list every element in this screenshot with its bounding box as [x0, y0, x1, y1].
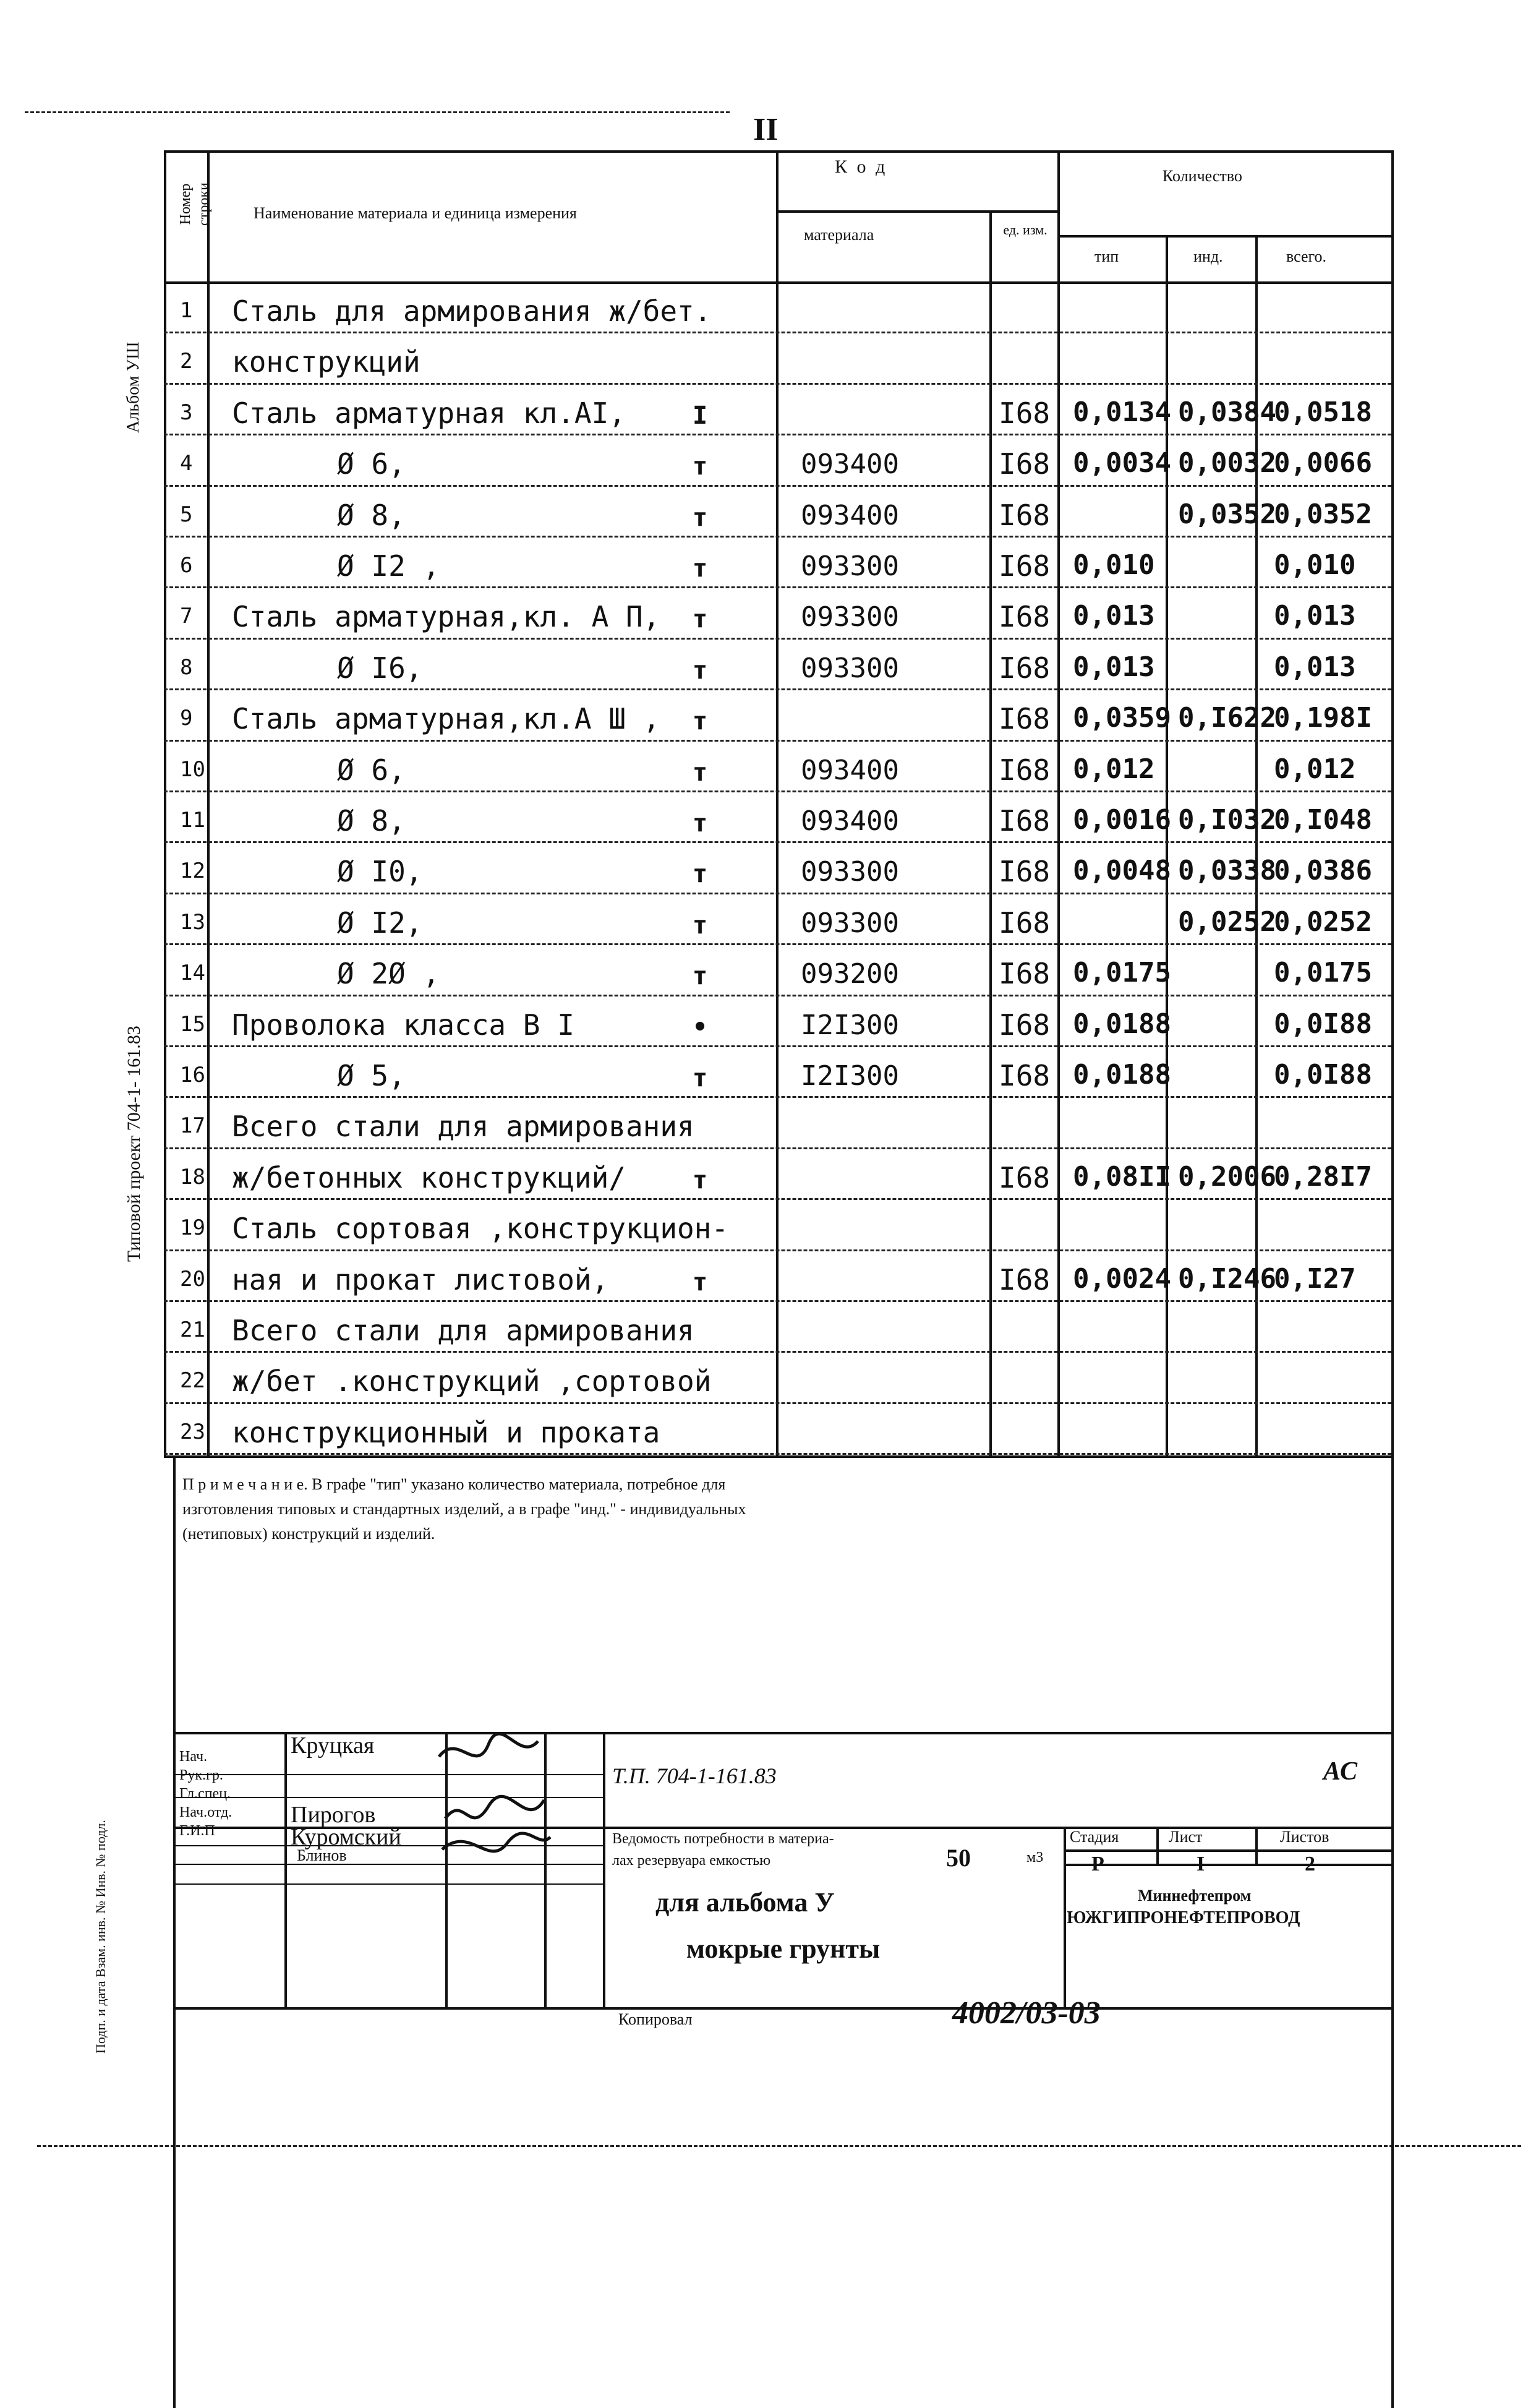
table-top-border [164, 150, 1394, 153]
unit-code: I68 [999, 1008, 1051, 1042]
material-code: 093300 [801, 856, 899, 888]
row-separator [164, 1045, 1391, 1047]
unit-mark: т [693, 1165, 708, 1194]
tb-title-1: для альбома У [655, 1887, 835, 1917]
qty-total: 0,0518 [1274, 396, 1372, 428]
row-separator [164, 995, 1391, 996]
tb-name-1: Круцкая [291, 1733, 375, 1759]
row-number: 6 [180, 553, 193, 578]
tb-stage-border [1064, 1827, 1066, 2007]
table-row [164, 1099, 1407, 1153]
material-name: Ø 5, [337, 1059, 406, 1092]
qty-typ: 0,0034 [1073, 447, 1171, 479]
row-number: 2 [180, 349, 193, 374]
tb-sheet-label: Лист [1169, 1828, 1203, 1846]
footer-copied: Копировал [618, 2010, 693, 2028]
qty-total: 0,012 [1274, 753, 1356, 785]
note-left-border [173, 1455, 176, 2408]
tb-sheet-border [1156, 1827, 1159, 1864]
tb-desc-2: лах резервуара емкостью [612, 1853, 771, 1869]
table-note: П р и м е ч а н и е. В графе "тип" указано количество материала, потребное для изготовления типовых и стандартных изделий, а в графе "инд." - индивидуальных (нетиповых) конструкций и изделий. [182, 1475, 746, 1543]
qty-ind: 0,I246 [1178, 1262, 1276, 1295]
qty-total: 0,013 [1274, 651, 1356, 683]
tb-volume: 50 [946, 1844, 971, 1872]
row-separator [164, 841, 1391, 843]
table-row [164, 538, 1407, 593]
tb-volume-unit: м3 [1026, 1849, 1044, 1866]
row-separator [164, 536, 1391, 538]
qty-total: 0,0352 [1274, 498, 1372, 530]
table-row [164, 1353, 1407, 1408]
row-separator [164, 332, 1391, 333]
header-qty-ind: инд. [1193, 247, 1223, 265]
row-number: 12 [180, 859, 205, 884]
material-code: 093400 [801, 448, 899, 481]
unit-code: I68 [999, 651, 1051, 685]
table-row [164, 487, 1407, 542]
tb-name-4: Куромский [291, 1824, 401, 1850]
tb-org-1: Миннефтепром [1138, 1887, 1252, 1905]
unit-mark: т [693, 758, 708, 787]
qty-total: 0,0252 [1274, 906, 1372, 938]
qty-typ: 0,0016 [1073, 804, 1171, 836]
tb-stage-label: Стадия [1070, 1828, 1119, 1846]
note-right-border [1391, 1455, 1394, 2408]
unit-code: I68 [999, 396, 1051, 430]
row-separator [164, 638, 1391, 640]
material-name: Ø 8, [337, 498, 406, 532]
header-code-material: материала [804, 226, 874, 244]
material-name: Ø 8, [337, 804, 406, 838]
qty-ind: 0,2006 [1178, 1160, 1276, 1193]
qty-typ: 0,013 [1073, 651, 1155, 683]
tb-role: Нач.отд. [179, 1804, 233, 1820]
table-row [164, 640, 1407, 695]
row-separator [164, 688, 1391, 690]
table-row [164, 1150, 1407, 1204]
material-name: ж/бет .конструкций ,сортовой [232, 1365, 712, 1399]
qty-ind: 0,I622 [1178, 702, 1276, 734]
footer-inventory-number: 4002/03-03 [952, 1995, 1101, 2031]
tb-sheets-border [1255, 1827, 1258, 1864]
material-name: Ø 6, [337, 447, 406, 481]
table-row [164, 1201, 1407, 1255]
unit-mark: т [693, 554, 708, 583]
row-number: 1 [180, 298, 193, 323]
unit-code: I68 [999, 600, 1051, 634]
row-number: 20 [180, 1266, 205, 1292]
unit-mark: т [693, 707, 708, 736]
qty-ind: 0,0352 [1178, 498, 1276, 530]
tb-roles [179, 1747, 232, 1840]
row-separator [164, 791, 1391, 792]
material-name: Ø I2 , [337, 549, 440, 583]
material-code: 093300 [801, 907, 899, 939]
row-separator [164, 943, 1391, 945]
row-number: 7 [180, 604, 193, 629]
header-quantity: Количество [1163, 167, 1242, 185]
signatures-image [433, 1726, 557, 1880]
header-qty-typ: тип [1094, 247, 1119, 265]
qty-ind: 0,0252 [1178, 906, 1276, 938]
table-row [164, 1405, 1407, 1459]
table-row [164, 844, 1407, 898]
row-number: 18 [180, 1164, 205, 1189]
tb-role: Гл.спец. [179, 1786, 231, 1802]
row-number: 9 [180, 706, 193, 731]
unit-mark: т [693, 962, 708, 991]
material-name: Проволока класса В I [232, 1008, 574, 1042]
row-number: 3 [180, 400, 193, 425]
unit-code: I68 [999, 1262, 1051, 1296]
material-name: Сталь арматурная,кл.А Ш , [232, 702, 660, 736]
tb-sheet: I [1197, 1853, 1205, 1875]
qty-total: 0,I048 [1274, 804, 1372, 836]
material-name: ная и прокат листовой, [232, 1262, 609, 1296]
unit-mark: I [693, 401, 708, 430]
unit-mark: т [693, 452, 708, 481]
material-code: 093300 [801, 652, 899, 684]
row-number: 14 [180, 961, 205, 986]
qty-typ: 0,0134 [1073, 396, 1171, 428]
material-code: 093300 [801, 551, 899, 582]
row-number: 21 [180, 1318, 205, 1342]
title-block-bottom [173, 2007, 1394, 2010]
album-label: Альбом УШ [124, 341, 143, 433]
code-subheader-line [776, 210, 1057, 213]
page-number: II [753, 112, 779, 147]
unit-code: I68 [999, 498, 1051, 532]
unit-code: I68 [999, 447, 1051, 481]
bottom-scan-line [37, 2145, 1521, 2147]
unit-mark: т [693, 910, 708, 940]
tb-roles-border [284, 1732, 287, 2007]
tb-sheets-label: Листов [1280, 1828, 1329, 1846]
qty-ind: 0,0338 [1178, 855, 1276, 887]
qty-typ: 0,0024 [1073, 1262, 1171, 1295]
table-row [164, 946, 1407, 1000]
material-name: Ø I2, [337, 906, 423, 940]
unit-code: I68 [999, 549, 1051, 583]
material-code: 093400 [801, 805, 899, 837]
table-row [164, 1303, 1407, 1357]
qty-ind: 0,I032 [1178, 804, 1276, 836]
unit-mark: т [693, 860, 708, 889]
material-code: 093400 [801, 499, 899, 531]
qty-ind: 0,0032 [1178, 447, 1276, 479]
row-number: 11 [180, 808, 205, 833]
table-row [164, 691, 1407, 745]
row-separator [164, 1351, 1391, 1353]
qty-total: 0,0I88 [1274, 1059, 1372, 1090]
unit-code: I68 [999, 1160, 1051, 1194]
unit-code: I68 [999, 855, 1051, 889]
qty-total: 0,28I7 [1274, 1160, 1372, 1193]
row-number: 22 [180, 1368, 205, 1394]
tb-date-border [603, 1732, 605, 2007]
table-row [164, 895, 1407, 949]
tb-stage-value-line [1064, 1864, 1394, 1866]
unit-code: I68 [999, 957, 1051, 991]
row-separator [164, 485, 1391, 487]
table-row [164, 385, 1407, 440]
qty-typ: 0,0359 [1073, 702, 1171, 734]
material-name: Ø 6, [337, 753, 406, 787]
row-number: 13 [180, 909, 205, 935]
qty-ind: 0,0384 [1178, 396, 1276, 428]
material-code: I2I300 [801, 1009, 899, 1041]
row-number: 17 [180, 1113, 205, 1139]
qty-typ: 0,0188 [1073, 1059, 1171, 1090]
row-separator [164, 740, 1391, 742]
row-number: 8 [180, 654, 193, 680]
qty-subheader-line [1057, 235, 1394, 238]
unit-mark: т [693, 1064, 708, 1092]
material-code: 093300 [801, 601, 899, 633]
qty-total: 0,013 [1274, 600, 1356, 632]
tb-role: Нач. [179, 1749, 208, 1765]
row-number: 16 [180, 1063, 205, 1087]
material-name: Ø I6, [337, 651, 423, 685]
material-name: Всего стали для армирования [232, 1314, 694, 1347]
tb-role: Рук.гр. [179, 1767, 223, 1783]
tb-sheets: 2 [1305, 1853, 1315, 1875]
material-name: Сталь арматурная кл.АI, [232, 396, 626, 430]
table-row [164, 1252, 1407, 1306]
tb-org-2: ЮЖГИПРОНЕФТЕПРОВОД [1067, 1908, 1300, 1927]
material-name: Всего стали для армирования [232, 1110, 694, 1144]
tb-name-5: Блинов [297, 1846, 347, 1864]
qty-total: 0,0066 [1274, 447, 1372, 479]
material-code: 093400 [801, 754, 899, 786]
project-label: Типовой проект 704-1- 161.83 [124, 1026, 144, 1262]
qty-total: 0,I27 [1274, 1262, 1356, 1295]
unit-mark: т [693, 503, 708, 532]
table-row [164, 997, 1407, 1052]
row-number: 10 [180, 756, 205, 782]
row-separator [164, 434, 1391, 435]
row-separator [164, 1147, 1391, 1149]
tb-role: Г.И.П [179, 1823, 215, 1839]
table-row [164, 589, 1407, 643]
unit-mark: т [693, 809, 708, 838]
tb-name-3: Пирогов [291, 1802, 376, 1828]
material-name: Сталь для армирования ж/бет. [232, 294, 712, 328]
row-separator [164, 1402, 1391, 1404]
table-row [164, 436, 1407, 491]
qty-typ: 0,08II [1073, 1160, 1171, 1193]
row-number: 15 [180, 1011, 205, 1037]
row-separator [164, 1453, 1391, 1455]
material-name: Ø 2Ø , [337, 957, 440, 991]
row-number: 5 [180, 502, 193, 527]
qty-total: 0,010 [1274, 549, 1356, 581]
material-name: конструкций [232, 345, 420, 379]
tb-stage-label-line [1064, 1849, 1394, 1852]
header-code-unit: ед. изм. [1003, 222, 1047, 238]
qty-total: 0,198I [1274, 702, 1372, 734]
table-row [164, 742, 1407, 797]
unit-mark: т [693, 605, 708, 634]
table-row [164, 1048, 1407, 1102]
table-row [164, 793, 1407, 847]
header-qty-total: всего. [1286, 247, 1327, 265]
qty-typ: 0,0175 [1073, 957, 1171, 989]
header-row-number: Номер строки [177, 182, 212, 226]
row-separator [164, 1300, 1391, 1302]
unit-code: I68 [999, 804, 1051, 838]
unit-code: I68 [999, 702, 1051, 736]
material-name: ж/бетонных конструкций/ [232, 1160, 626, 1194]
table-row [164, 283, 1407, 338]
left-strip-label: Подп. и дата Взам. инв. № Инв. № подл. [93, 1820, 108, 2054]
unit-code: I68 [999, 753, 1051, 787]
row-separator [164, 586, 1391, 588]
row-separator [164, 1096, 1391, 1098]
row-separator [164, 383, 1391, 385]
row-number: 19 [180, 1215, 205, 1241]
qty-typ: 0,010 [1073, 549, 1155, 581]
material-name: Сталь сортовая ,конструкцион- [232, 1212, 729, 1246]
qty-typ: 0,0188 [1073, 1008, 1171, 1040]
unit-code: I68 [999, 1059, 1051, 1092]
qty-typ: 0,013 [1073, 600, 1155, 632]
row-number: 23 [180, 1419, 205, 1444]
tb-code: Т.П. 704-1-161.83 [612, 1763, 777, 1788]
tb-row-line [173, 1883, 603, 1885]
tb-stage: Р [1091, 1853, 1104, 1875]
row-number: 4 [180, 451, 193, 476]
qty-total: 0,0386 [1274, 855, 1372, 887]
unit-mark: т [693, 656, 708, 685]
material-name: Ø I0, [337, 855, 423, 889]
header-code: К о д [835, 156, 888, 177]
qty-typ: 0,0048 [1073, 855, 1171, 887]
unit-code: I68 [999, 906, 1051, 940]
top-scan-line [25, 111, 730, 113]
unit-mark: • [693, 1013, 708, 1042]
unit-mark: т [693, 1267, 708, 1296]
material-name: конструкционный и проката [232, 1415, 660, 1449]
row-separator [164, 1249, 1391, 1251]
row-separator [164, 1198, 1391, 1200]
material-name: Сталь арматурная,кл. А П, [232, 600, 660, 634]
table-row [164, 334, 1407, 388]
tb-desc-1: Ведомость потребности в материа- [612, 1831, 834, 1847]
tb-title-2: мокрые грунты [686, 1934, 881, 1964]
row-separator [164, 893, 1391, 894]
material-code: 093200 [801, 958, 899, 990]
header-name: Наименование материала и единица измерения [254, 204, 577, 222]
tb-mark: АС [1323, 1757, 1357, 1786]
qty-typ: 0,012 [1073, 753, 1155, 785]
qty-total: 0,0175 [1274, 957, 1372, 989]
material-code: I2I300 [801, 1060, 899, 1092]
qty-total: 0,0I88 [1274, 1008, 1372, 1040]
